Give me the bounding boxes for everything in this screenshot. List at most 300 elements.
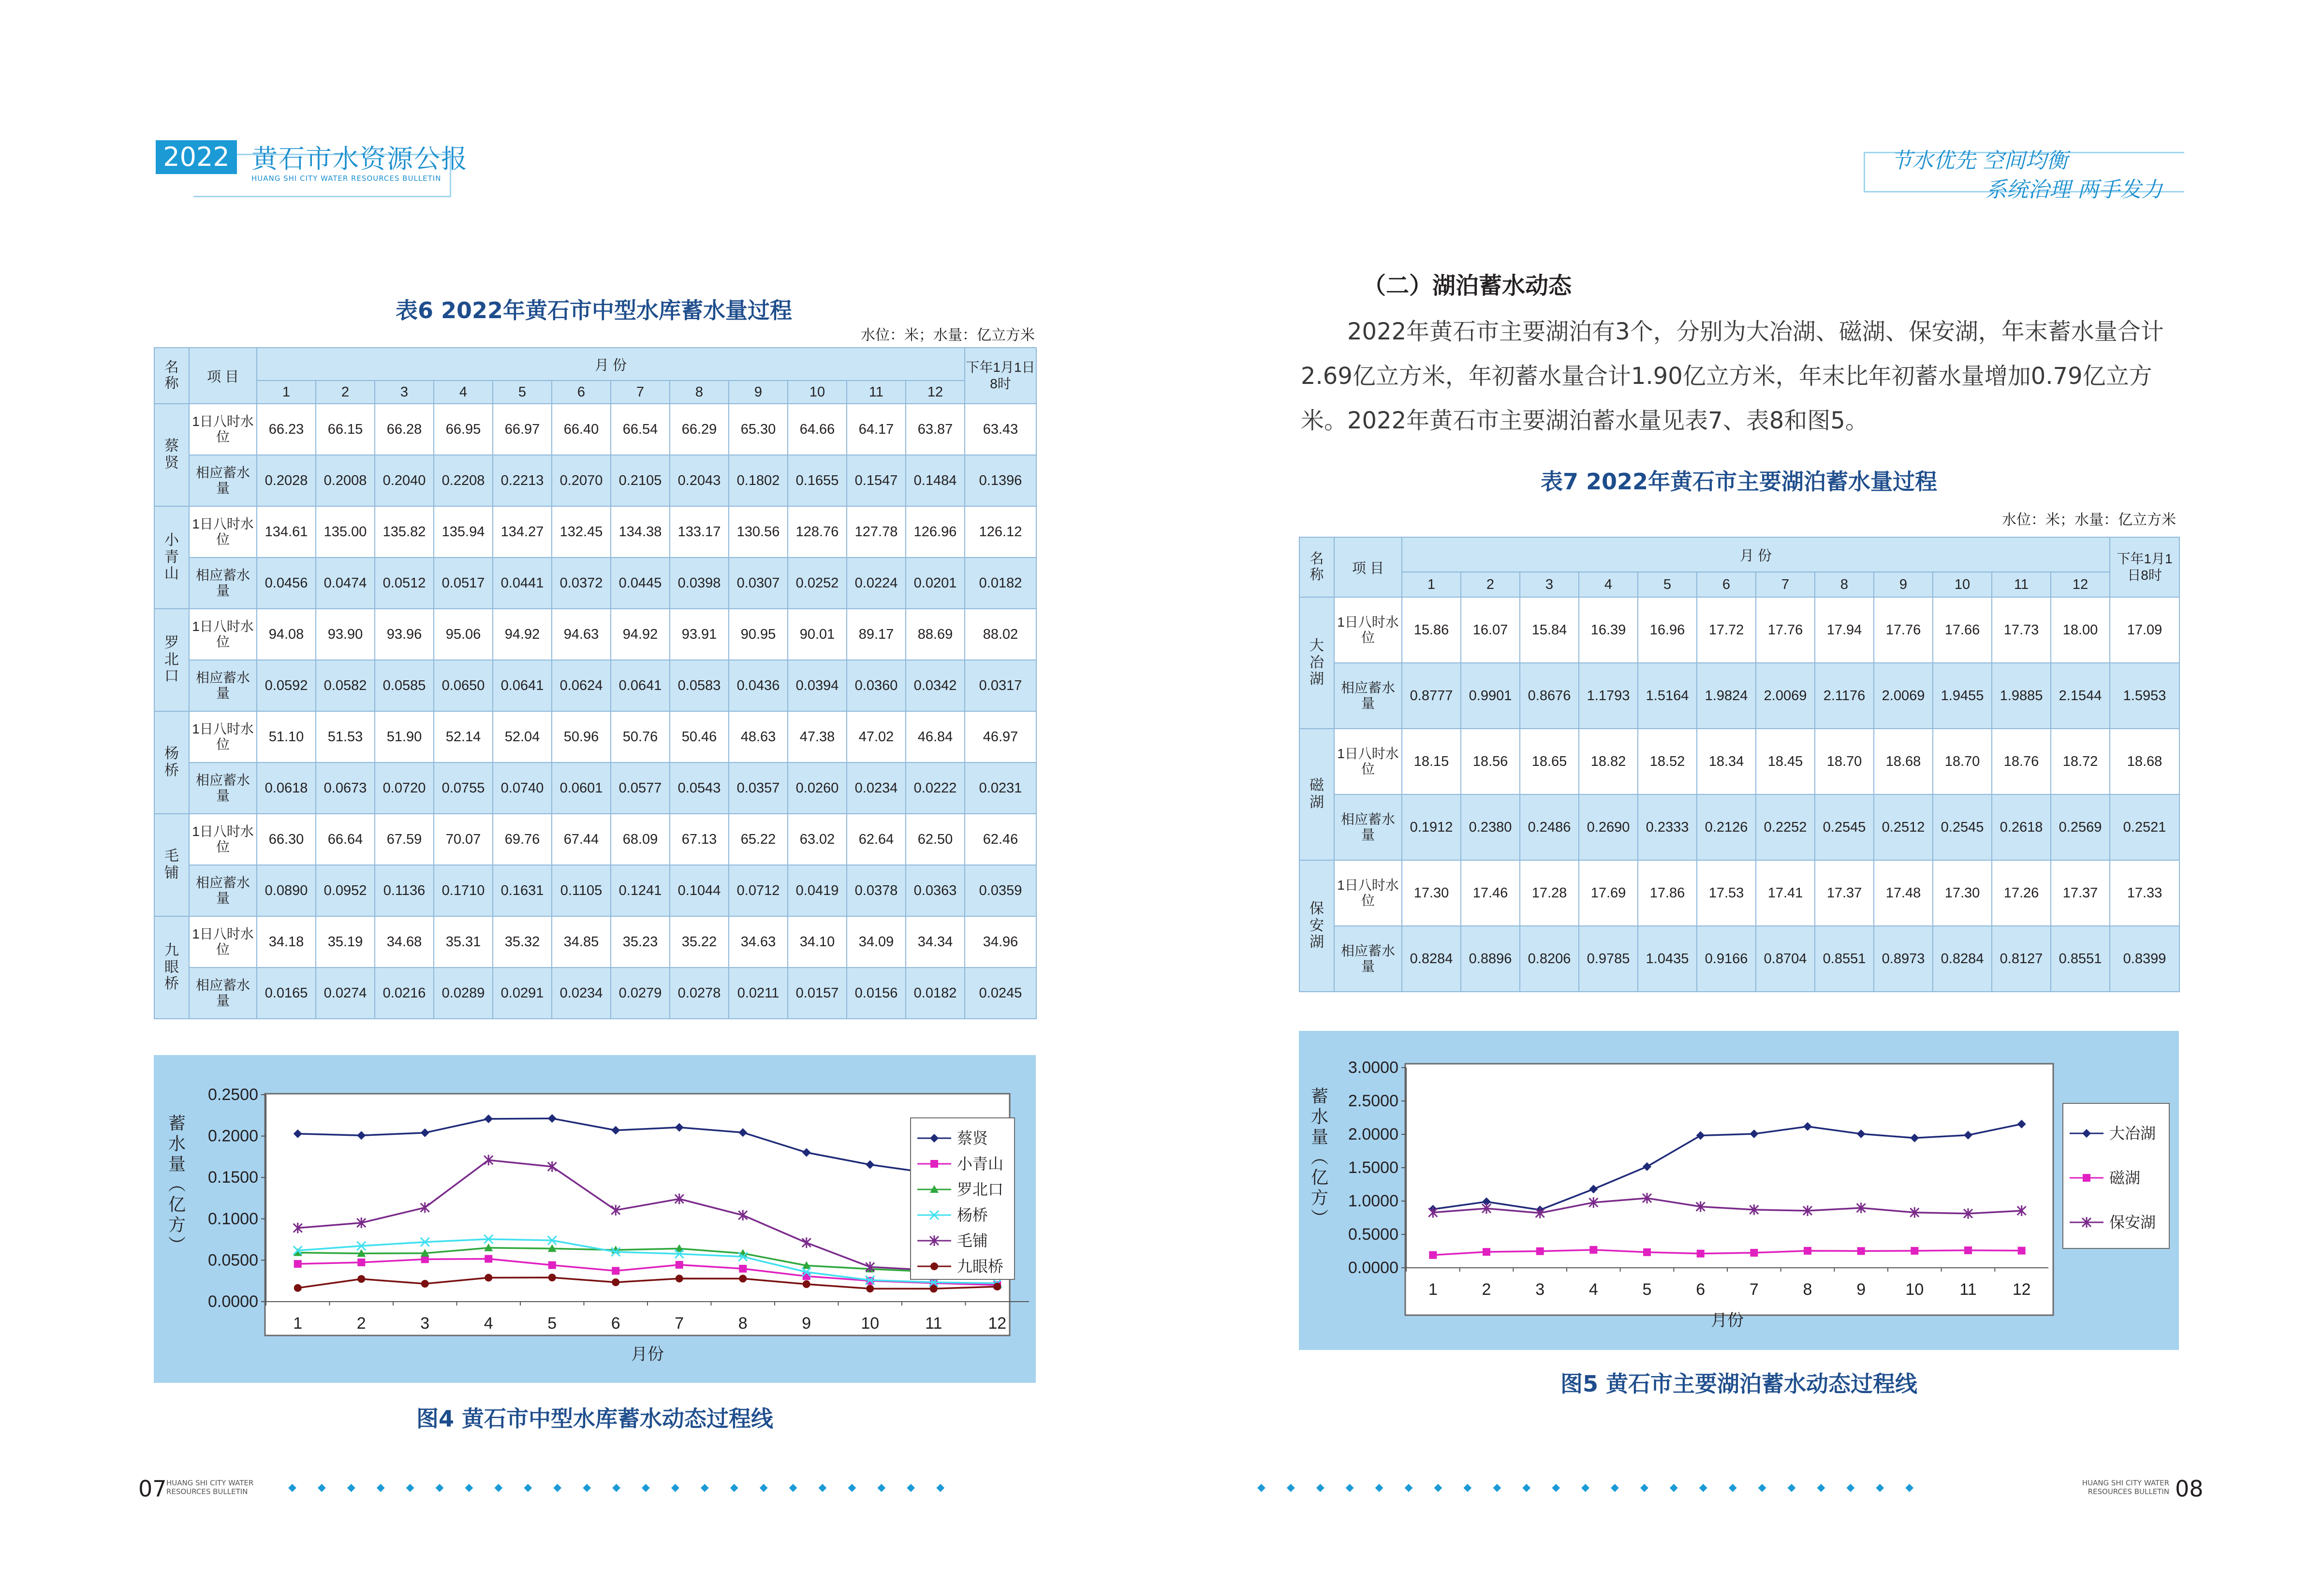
table-cell: 17.30 bbox=[1402, 860, 1461, 926]
table-cell: 0.0211 bbox=[729, 968, 788, 1019]
table7-row-name: 保安湖 bbox=[1299, 860, 1334, 992]
table-cell: 18.72 bbox=[2051, 729, 2110, 794]
table-cell: 35.23 bbox=[611, 916, 670, 968]
table-cell: 1.0435 bbox=[1638, 926, 1697, 992]
table7-item-level: 1日八时水位 bbox=[1334, 860, 1402, 926]
data-point bbox=[612, 1267, 619, 1275]
table-cell: 127.78 bbox=[847, 506, 906, 557]
table6-month-7: 7 bbox=[611, 381, 670, 404]
legend-label: 蔡贤 bbox=[957, 1129, 988, 1147]
data-point bbox=[294, 1260, 302, 1268]
table7-item-level: 1日八时水位 bbox=[1334, 729, 1402, 794]
table-cell: 0.1547 bbox=[847, 455, 906, 506]
table-cell: 1.9885 bbox=[1992, 663, 2051, 729]
table-cell: 0.0182 bbox=[906, 968, 965, 1019]
x-tick-label: 4 bbox=[484, 1314, 493, 1333]
table6-header-name: 名称 bbox=[154, 348, 189, 404]
table-cell: 51.90 bbox=[375, 711, 434, 763]
figure5-caption: 图5 黄石市主要湖泊蓄水动态过程线 bbox=[1560, 1371, 1918, 1397]
table-cell: 51.10 bbox=[257, 711, 316, 763]
table-cell: 47.02 bbox=[847, 711, 906, 763]
table-row bbox=[154, 763, 1036, 814]
table6-header-item: 项 目 bbox=[189, 348, 257, 404]
table-cell: 0.0952 bbox=[316, 865, 375, 916]
table-cell: 64.17 bbox=[847, 404, 906, 455]
x-tick-label: 8 bbox=[738, 1314, 748, 1333]
data-point bbox=[1697, 1250, 1705, 1258]
table6-item-level: 1日八时水位 bbox=[189, 814, 257, 865]
table-cell: 0.0274 bbox=[316, 968, 375, 1019]
table-row bbox=[154, 968, 1036, 1019]
section-paragraph: 2022年黄石市主要湖泊有3个，分别为大冶湖、磁湖、保安湖，年末蓄水量合计2.69亿立方米，年初蓄水量合计1.90亿立方米，年末比年初蓄水量增加0.79亿立方米。2022年黄石市主要湖泊蓄水量见表7、表8和图5。 bbox=[1301, 318, 2164, 434]
x-tick-label: 6 bbox=[611, 1314, 620, 1333]
table-cell: 0.2105 bbox=[611, 455, 670, 506]
table-row bbox=[1299, 794, 2179, 860]
data-point bbox=[803, 1272, 810, 1280]
table6-item-storage: 相应蓄水量 bbox=[189, 455, 257, 506]
table-cell: 126.12 bbox=[965, 506, 1036, 557]
table-cell: 48.63 bbox=[729, 711, 788, 763]
legend-label: 磁湖 bbox=[2109, 1169, 2141, 1187]
table-row bbox=[154, 814, 1036, 865]
table6-month-1: 1 bbox=[257, 381, 316, 404]
data-point bbox=[676, 1261, 683, 1269]
table-cell: 66.54 bbox=[611, 404, 670, 455]
figure4-chart bbox=[154, 1055, 1036, 1383]
table-cell: 35.31 bbox=[434, 916, 493, 968]
table-cell: 0.0317 bbox=[965, 660, 1036, 711]
table7-month-11: 11 bbox=[1992, 572, 2051, 597]
table-cell: 34.18 bbox=[257, 916, 316, 968]
table-cell: 0.2126 bbox=[1697, 794, 1756, 860]
table6-month-2: 2 bbox=[316, 381, 375, 404]
table6-item-storage: 相应蓄水量 bbox=[189, 865, 257, 916]
data-point bbox=[930, 1285, 938, 1292]
table-cell: 18.00 bbox=[2051, 597, 2110, 663]
table-cell: 66.95 bbox=[434, 404, 493, 455]
table-cell: 35.32 bbox=[493, 916, 552, 968]
data-point bbox=[612, 1278, 619, 1286]
table-row bbox=[154, 455, 1036, 506]
table-cell: 0.0618 bbox=[257, 763, 316, 814]
table6-month-6: 6 bbox=[552, 381, 611, 404]
table-cell: 17.37 bbox=[1815, 860, 1874, 926]
table6-item-level: 1日八时水位 bbox=[189, 711, 257, 763]
table-row bbox=[1299, 860, 2179, 926]
table6-item-level: 1日八时水位 bbox=[189, 404, 257, 455]
table-cell: 93.90 bbox=[316, 609, 375, 660]
table-cell: 0.2690 bbox=[1579, 794, 1638, 860]
table-cell: 0.1710 bbox=[434, 865, 493, 916]
table6-item-storage: 相应蓄水量 bbox=[189, 557, 257, 609]
data-point bbox=[548, 1261, 556, 1269]
table-row bbox=[154, 557, 1036, 609]
x-tick-label: 6 bbox=[1696, 1280, 1706, 1299]
table7-header-next: 下年1月1日8时 bbox=[2110, 537, 2179, 597]
data-point bbox=[421, 1280, 429, 1288]
y-tick-label: 0.1000 bbox=[208, 1209, 258, 1228]
table-cell: 0.2028 bbox=[257, 455, 316, 506]
x-tick-label: 8 bbox=[1803, 1280, 1812, 1299]
table-cell: 90.95 bbox=[729, 609, 788, 660]
legend-label: 大冶湖 bbox=[2109, 1124, 2156, 1143]
y-tick-label: 0.0000 bbox=[208, 1292, 258, 1311]
table-cell: 0.9785 bbox=[1579, 926, 1638, 992]
table-cell: 0.0224 bbox=[847, 557, 906, 609]
x-axis-label: 月份 bbox=[631, 1345, 664, 1364]
table-cell: 50.46 bbox=[670, 711, 729, 763]
x-tick-label: 1 bbox=[293, 1314, 303, 1333]
data-point bbox=[548, 1274, 556, 1281]
table-cell: 0.8676 bbox=[1520, 663, 1579, 729]
table-cell: 17.48 bbox=[1874, 860, 1933, 926]
table-cell: 0.0641 bbox=[611, 660, 670, 711]
data-point bbox=[485, 1255, 492, 1262]
table-row bbox=[154, 609, 1036, 660]
table-cell: 0.0245 bbox=[965, 968, 1036, 1019]
table-cell: 67.59 bbox=[375, 814, 434, 865]
table7-header-item: 项 目 bbox=[1334, 537, 1402, 597]
table7-item-storage: 相应蓄水量 bbox=[1334, 926, 1402, 992]
data-point bbox=[357, 1275, 365, 1283]
table-cell: 17.28 bbox=[1520, 860, 1579, 926]
section-title: （二）湖泊蓄水动态 bbox=[1363, 272, 1572, 299]
figure5-panel bbox=[1299, 1031, 2179, 1350]
table-cell: 2.0069 bbox=[1756, 663, 1815, 729]
y-tick-label: 0.0500 bbox=[208, 1251, 258, 1270]
table-cell: 0.8206 bbox=[1520, 926, 1579, 992]
table-row bbox=[1299, 597, 2179, 663]
table-cell: 66.15 bbox=[316, 404, 375, 455]
data-point bbox=[739, 1275, 747, 1282]
table-cell: 34.34 bbox=[906, 916, 965, 968]
footer-dots-right: ◆◆◆◆◆◆◆◆◆◆◆◆◆◆◆◆◆◆◆◆◆◆◆ bbox=[1257, 1481, 1935, 1494]
data-point bbox=[2018, 1247, 2026, 1255]
table-cell: 1.9824 bbox=[1697, 663, 1756, 729]
x-tick-label: 10 bbox=[1905, 1280, 1924, 1299]
table-row bbox=[154, 865, 1036, 916]
y-tick-label: 0.2500 bbox=[208, 1085, 258, 1104]
table-cell: 0.1484 bbox=[906, 455, 965, 506]
data-point bbox=[1643, 1248, 1651, 1256]
x-tick-label: 3 bbox=[420, 1314, 430, 1333]
data-point bbox=[1536, 1247, 1544, 1255]
data-point bbox=[676, 1275, 683, 1282]
table7-month-3: 3 bbox=[1520, 572, 1579, 597]
table-cell: 0.0712 bbox=[729, 865, 788, 916]
table-cell: 0.2569 bbox=[2051, 794, 2110, 860]
table-cell: 0.1802 bbox=[729, 455, 788, 506]
table-cell: 0.2486 bbox=[1520, 794, 1579, 860]
table-cell: 15.84 bbox=[1520, 597, 1579, 663]
table-cell: 90.01 bbox=[788, 609, 847, 660]
table7-month-12: 12 bbox=[2051, 572, 2110, 597]
table6-header-month: 月 份 bbox=[257, 348, 965, 381]
y-tick-label: 0.2000 bbox=[208, 1127, 258, 1145]
table-cell: 0.0398 bbox=[670, 557, 729, 609]
table-cell: 16.39 bbox=[1579, 597, 1638, 663]
table6-row-name: 毛铺 bbox=[154, 814, 189, 916]
table7-header-name: 名称 bbox=[1299, 537, 1334, 597]
table-cell: 0.0234 bbox=[847, 763, 906, 814]
table-row bbox=[154, 711, 1036, 763]
data-point bbox=[1804, 1247, 1811, 1255]
y-tick-label: 1.0000 bbox=[1348, 1192, 1398, 1210]
figure4-caption: 图4 黄石市中型水库蓄水动态过程线 bbox=[416, 1406, 774, 1432]
table-row bbox=[1299, 729, 2179, 794]
table-cell: 0.0394 bbox=[788, 660, 847, 711]
table-cell: 88.69 bbox=[906, 609, 965, 660]
header-slogan-line1: 节水优先 空间均衡 bbox=[1891, 148, 2068, 173]
table-cell: 1.1793 bbox=[1579, 663, 1638, 729]
table7-month-7: 7 bbox=[1756, 572, 1815, 597]
table-cell: 65.22 bbox=[729, 814, 788, 865]
table-cell: 0.1912 bbox=[1402, 794, 1461, 860]
table-cell: 0.2252 bbox=[1756, 794, 1815, 860]
x-tick-label: 2 bbox=[1482, 1280, 1491, 1299]
table6 bbox=[154, 347, 1037, 1019]
x-tick-label: 11 bbox=[1959, 1280, 1977, 1299]
table-cell: 0.9166 bbox=[1697, 926, 1756, 992]
table-cell: 17.76 bbox=[1756, 597, 1815, 663]
table-cell: 46.97 bbox=[965, 711, 1036, 763]
table7-month-4: 4 bbox=[1579, 572, 1638, 597]
table-cell: 0.2208 bbox=[434, 455, 493, 506]
table-cell: 62.64 bbox=[847, 814, 906, 865]
table-cell: 0.2380 bbox=[1461, 794, 1520, 860]
table-cell: 2.1176 bbox=[1815, 663, 1874, 729]
table-cell: 17.76 bbox=[1874, 597, 1933, 663]
table-cell: 0.8284 bbox=[1933, 926, 1992, 992]
legend-label: 毛铺 bbox=[957, 1232, 988, 1250]
table-cell: 18.82 bbox=[1579, 729, 1638, 794]
table-cell: 0.0474 bbox=[316, 557, 375, 609]
table-cell: 1.9455 bbox=[1933, 663, 1992, 729]
table-cell: 0.0360 bbox=[847, 660, 906, 711]
table7-month-10: 10 bbox=[1933, 572, 1992, 597]
table-cell: 34.85 bbox=[552, 916, 611, 968]
data-point bbox=[1483, 1248, 1490, 1256]
table-cell: 0.2545 bbox=[1815, 794, 1874, 860]
table-cell: 18.68 bbox=[2110, 729, 2179, 794]
data-point bbox=[1589, 1246, 1597, 1254]
data-point bbox=[1857, 1247, 1865, 1255]
table-cell: 135.00 bbox=[316, 506, 375, 557]
table-row bbox=[154, 916, 1036, 968]
table-cell: 135.82 bbox=[375, 506, 434, 557]
table7-caption: 表7 2022年黄石市主要湖泊蓄水量过程 bbox=[1540, 469, 1938, 495]
header-slogan-line2: 系统治理 两手发力 bbox=[1986, 177, 2162, 202]
table-cell: 0.0201 bbox=[906, 557, 965, 609]
figure5-chart bbox=[1299, 1031, 2179, 1350]
table-cell: 0.8551 bbox=[2051, 926, 2110, 992]
table-cell: 51.53 bbox=[316, 711, 375, 763]
table-cell: 1.5164 bbox=[1638, 663, 1697, 729]
table-cell: 0.0419 bbox=[788, 865, 847, 916]
table-cell: 35.22 bbox=[670, 916, 729, 968]
table-cell: 133.17 bbox=[670, 506, 729, 557]
table7-month-9: 9 bbox=[1874, 572, 1933, 597]
table-cell: 0.0307 bbox=[729, 557, 788, 609]
table-cell: 0.0260 bbox=[788, 763, 847, 814]
table-cell: 17.72 bbox=[1697, 597, 1756, 663]
x-tick-label: 12 bbox=[2012, 1280, 2031, 1299]
table-cell: 34.96 bbox=[965, 916, 1036, 968]
table-cell: 130.56 bbox=[729, 506, 788, 557]
table-cell: 17.26 bbox=[1992, 860, 2051, 926]
table7-row-name: 大冶湖 bbox=[1299, 597, 1334, 729]
table6-month-12: 12 bbox=[906, 381, 965, 404]
table7-header-month: 月 份 bbox=[1402, 537, 2110, 572]
y-tick-label: 0.5000 bbox=[1348, 1225, 1398, 1244]
table-cell: 0.8399 bbox=[2110, 926, 2179, 992]
y-tick-label: 2.0000 bbox=[1348, 1125, 1398, 1144]
table-cell: 69.76 bbox=[493, 814, 552, 865]
data-point bbox=[485, 1274, 492, 1282]
y-axis-label: 蓄水量（亿方） bbox=[165, 1114, 186, 1256]
x-tick-label: 2 bbox=[356, 1314, 366, 1333]
table-cell: 66.40 bbox=[552, 404, 611, 455]
table-cell: 18.70 bbox=[1815, 729, 1874, 794]
table-cell: 128.76 bbox=[788, 506, 847, 557]
x-tick-label: 9 bbox=[802, 1314, 811, 1333]
table6-header-next: 下年1月1日8时 bbox=[965, 348, 1036, 404]
table6-row-name: 杨桥 bbox=[154, 711, 189, 814]
table-cell: 0.0740 bbox=[493, 763, 552, 814]
table-cell: 0.0222 bbox=[906, 763, 965, 814]
table-cell: 0.1105 bbox=[552, 865, 611, 916]
table7-unit: 水位：米；水量：亿立方米 bbox=[2002, 512, 2176, 528]
table-cell: 17.86 bbox=[1638, 860, 1697, 926]
table-cell: 66.23 bbox=[257, 404, 316, 455]
table6-row-name: 九眼桥 bbox=[154, 916, 189, 1019]
table-cell: 0.0156 bbox=[847, 968, 906, 1019]
table-cell: 63.02 bbox=[788, 814, 847, 865]
table-row bbox=[154, 660, 1036, 711]
table6-month-9: 9 bbox=[729, 381, 788, 404]
table-cell: 134.27 bbox=[493, 506, 552, 557]
table-cell: 52.04 bbox=[493, 711, 552, 763]
table6-caption: 表6 2022年黄石市中型水库蓄水量过程 bbox=[395, 297, 793, 323]
table6-row-name: 蔡贤 bbox=[154, 404, 189, 506]
table-cell: 62.46 bbox=[965, 814, 1036, 865]
table-cell: 0.0342 bbox=[906, 660, 965, 711]
table-cell: 0.0512 bbox=[375, 557, 434, 609]
table-cell: 0.8777 bbox=[1402, 663, 1461, 729]
header-year-badge: 2022 bbox=[156, 140, 237, 174]
table-cell: 0.0372 bbox=[552, 557, 611, 609]
table-cell: 0.0624 bbox=[552, 660, 611, 711]
table-cell: 17.94 bbox=[1815, 597, 1874, 663]
x-tick-label: 5 bbox=[1642, 1280, 1652, 1299]
y-tick-label: 3.0000 bbox=[1348, 1058, 1398, 1077]
table7-item-level: 1日八时水位 bbox=[1334, 597, 1402, 663]
table-cell: 16.96 bbox=[1638, 597, 1697, 663]
table-cell: 0.8973 bbox=[1874, 926, 1933, 992]
legend-label: 杨桥 bbox=[957, 1206, 988, 1224]
table-cell: 17.73 bbox=[1992, 597, 2051, 663]
table6-item-level: 1日八时水位 bbox=[189, 506, 257, 557]
data-point bbox=[739, 1265, 747, 1273]
table-cell: 0.0441 bbox=[493, 557, 552, 609]
data-point bbox=[294, 1284, 302, 1292]
table-cell: 16.07 bbox=[1461, 597, 1520, 663]
y-tick-label: 0.0000 bbox=[1348, 1259, 1398, 1277]
legend-label: 九眼桥 bbox=[957, 1257, 1004, 1276]
table-cell: 0.0582 bbox=[316, 660, 375, 711]
table-cell: 0.2213 bbox=[493, 455, 552, 506]
table-cell: 66.30 bbox=[257, 814, 316, 865]
table-cell: 34.09 bbox=[847, 916, 906, 968]
x-tick-label: 5 bbox=[547, 1314, 557, 1333]
legend-marker bbox=[2083, 1174, 2090, 1182]
table-cell: 65.30 bbox=[729, 404, 788, 455]
x-tick-label: 4 bbox=[1589, 1280, 1598, 1299]
data-point bbox=[357, 1259, 365, 1266]
table-cell: 134.38 bbox=[611, 506, 670, 557]
x-tick-label: 7 bbox=[675, 1314, 684, 1333]
table-cell: 2.0069 bbox=[1874, 663, 1933, 729]
table-cell: 0.2043 bbox=[670, 455, 729, 506]
table-cell: 0.2521 bbox=[2110, 794, 2179, 860]
header-title: 黄石市水资源公报 bbox=[251, 144, 468, 174]
table-cell: 94.08 bbox=[257, 609, 316, 660]
table-cell: 52.14 bbox=[434, 711, 493, 763]
table-cell: 0.0601 bbox=[552, 763, 611, 814]
table-cell: 94.92 bbox=[611, 609, 670, 660]
table-cell: 18.52 bbox=[1638, 729, 1697, 794]
table-cell: 17.37 bbox=[2051, 860, 2110, 926]
data-point bbox=[1429, 1251, 1437, 1259]
table-cell: 0.0583 bbox=[670, 660, 729, 711]
table-cell: 126.96 bbox=[906, 506, 965, 557]
table-cell: 0.0641 bbox=[493, 660, 552, 711]
table-cell: 94.63 bbox=[552, 609, 611, 660]
table-cell: 0.0890 bbox=[257, 865, 316, 916]
table-cell: 0.0291 bbox=[493, 968, 552, 1019]
x-axis-label: 月份 bbox=[1711, 1311, 1744, 1330]
x-tick-label: 9 bbox=[1856, 1280, 1866, 1299]
table-cell: 67.13 bbox=[670, 814, 729, 865]
table-cell: 0.1136 bbox=[375, 865, 434, 916]
page-number-right: 08 bbox=[2175, 1476, 2204, 1502]
table6-item-level: 1日八时水位 bbox=[189, 609, 257, 660]
data-point bbox=[866, 1285, 874, 1292]
table7-month-8: 8 bbox=[1815, 572, 1874, 597]
table6-unit: 水位：米；水量：亿立方米 bbox=[861, 327, 1035, 344]
table-cell: 0.1631 bbox=[493, 865, 552, 916]
table-cell: 0.0445 bbox=[611, 557, 670, 609]
table-cell: 17.09 bbox=[2110, 597, 2179, 663]
table6-month-4: 4 bbox=[434, 381, 493, 404]
table-cell: 0.9901 bbox=[1461, 663, 1520, 729]
table-cell: 0.1241 bbox=[611, 865, 670, 916]
table-cell: 0.8284 bbox=[1402, 926, 1461, 992]
table-cell: 70.07 bbox=[434, 814, 493, 865]
table-cell: 18.76 bbox=[1992, 729, 2051, 794]
table-cell: 132.45 bbox=[552, 506, 611, 557]
table7-month-1: 1 bbox=[1402, 572, 1461, 597]
y-tick-label: 1.5000 bbox=[1348, 1159, 1398, 1177]
table-cell: 18.56 bbox=[1461, 729, 1520, 794]
table7-month-5: 5 bbox=[1638, 572, 1697, 597]
table-cell: 93.96 bbox=[375, 609, 434, 660]
table7-item-storage: 相应蓄水量 bbox=[1334, 663, 1402, 729]
table-cell: 63.87 bbox=[906, 404, 965, 455]
table-cell: 0.0720 bbox=[375, 763, 434, 814]
x-tick-label: 7 bbox=[1749, 1280, 1759, 1299]
table-cell: 2.1544 bbox=[2051, 663, 2110, 729]
